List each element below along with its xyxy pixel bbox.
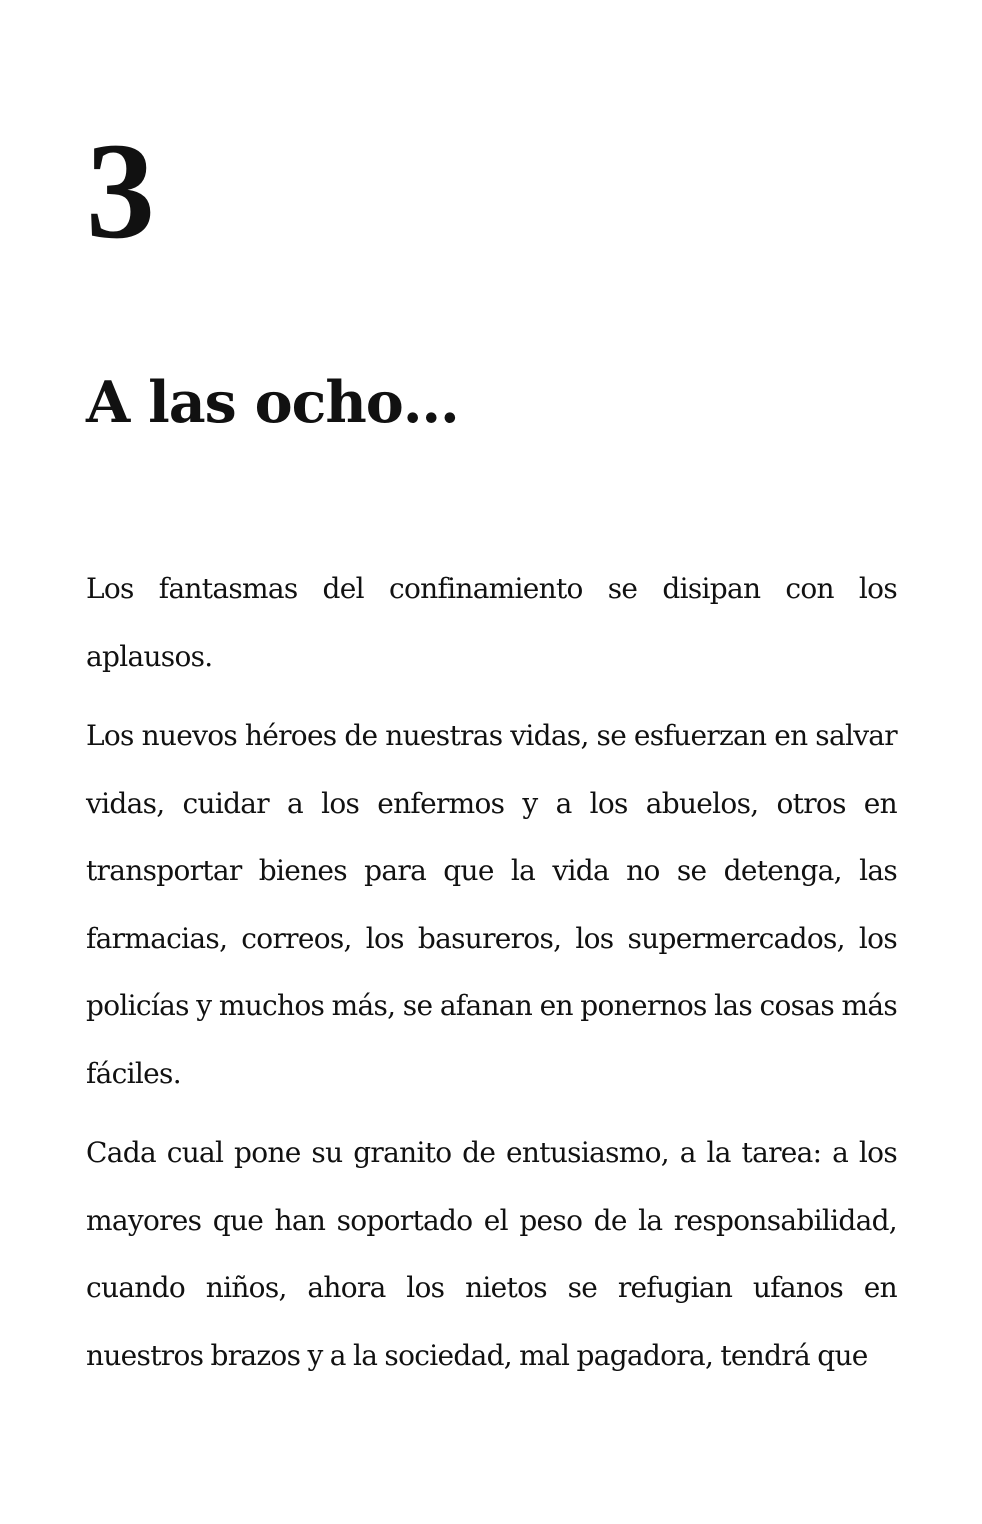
paragraph-1: Los fantasmas del confinamiento se disipan con los aplausos. [86,572,897,673]
chapter-number: 3 [86,114,155,267]
chapter-body [86,555,897,1401]
paragraph-3: Cada cual pone su granito de entusiasmo, a la tarea: a los mayores que han soportado el peso de la responsabilidad, cuando niños, ahora los nietos se refugian ufanos en nuestros brazos y a la sociedad, mal pagadora, tendrá que [86,1136,897,1372]
chapter-title: A las ocho… [86,369,459,436]
paragraph-2: Los nuevos héroes de nuestras vidas, se esfuerzan en salvar vidas, cuidar a los enfermos y a los abuelos, otros en transportar bienes para que la vida no se detenga, las farmacias, correos, los basureros, los supermercados, los policías y muchos más, se afanan en ponernos las cosas más fáciles. [86,719,897,1090]
